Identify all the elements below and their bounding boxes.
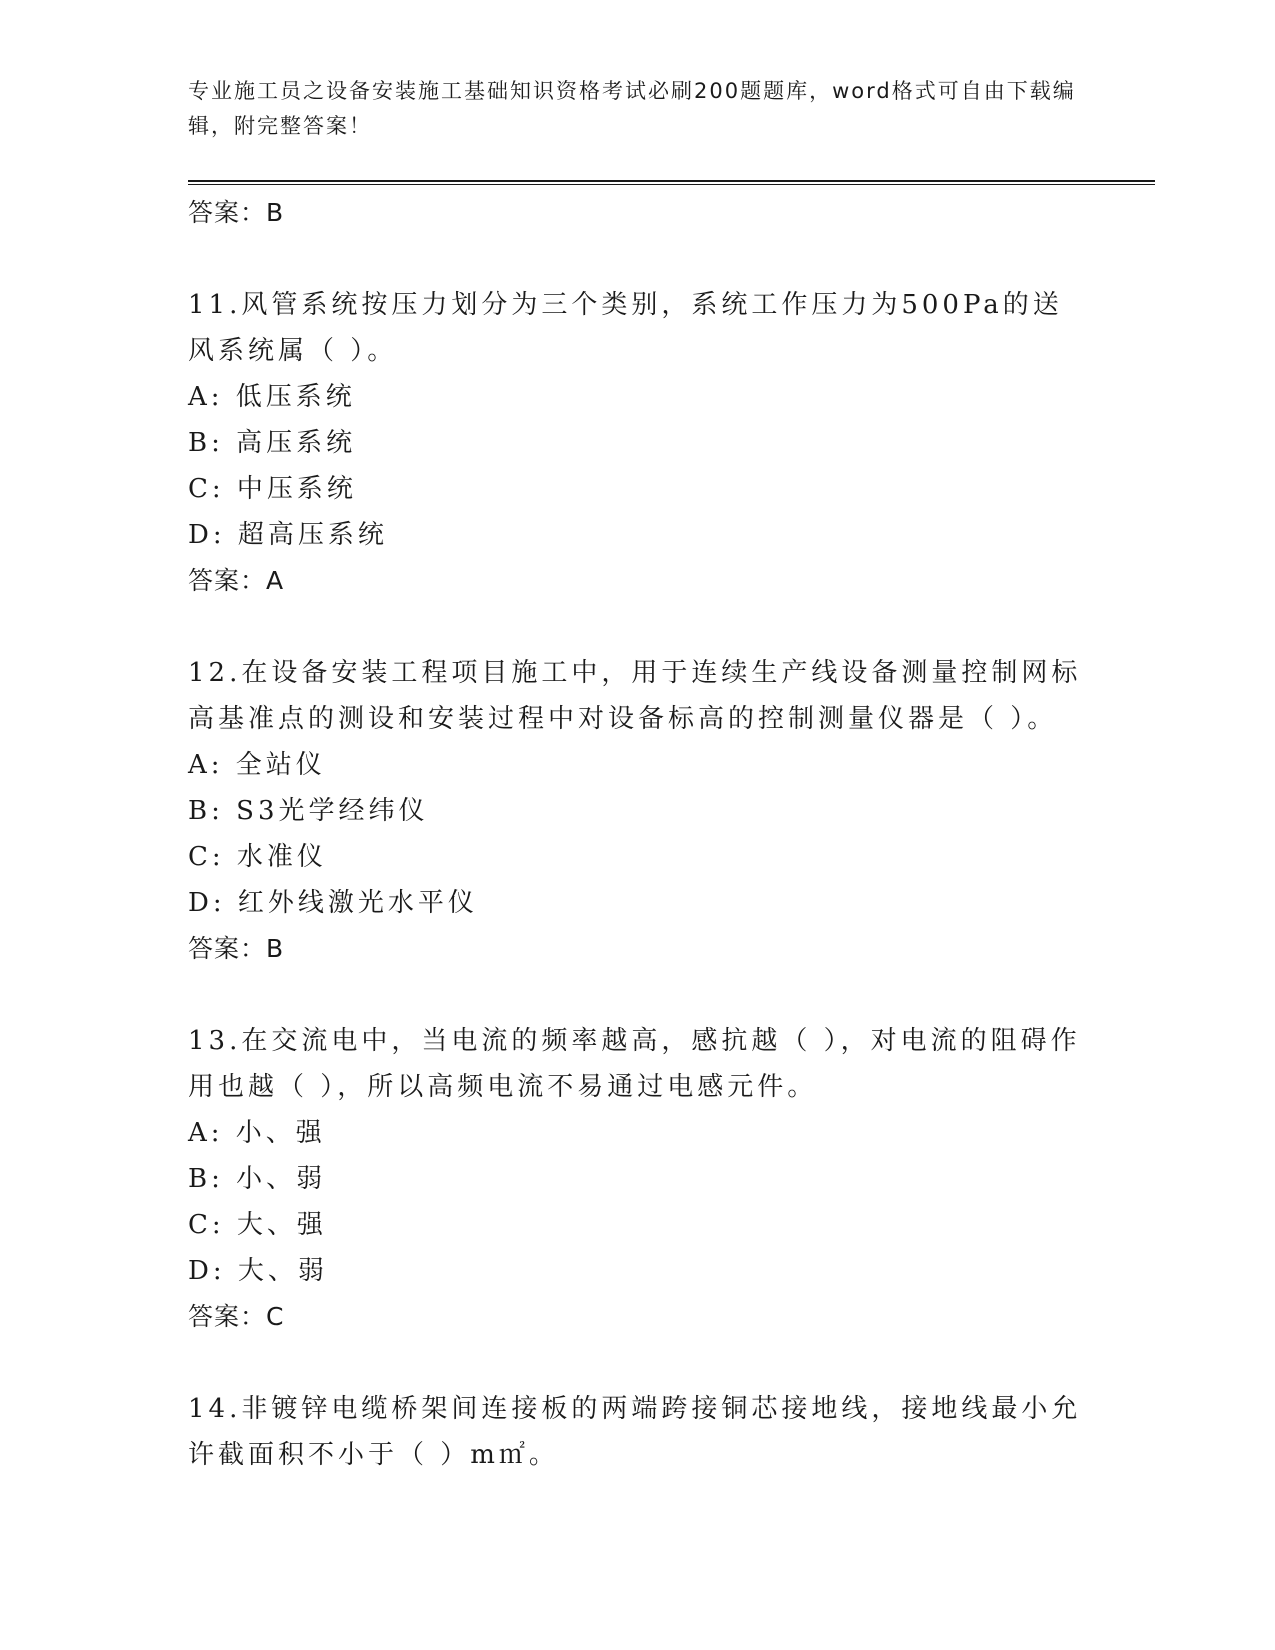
header-text: 专业施工员之设备安装施工基础知识资格考试必刷200题题库，word格式可自由下载编辑，附完整答案！ [188, 79, 1076, 138]
question-block-14 [188, 1386, 1088, 1478]
answer-line: 答案：B [188, 934, 285, 963]
question-block-13 [188, 1018, 1088, 1340]
option-d: D: 大、弱 [188, 1256, 328, 1286]
spacer [188, 604, 1088, 650]
answer-line: 答案：C [188, 1302, 285, 1331]
document-header [188, 74, 1088, 144]
question-text: 11.风管系统按压力划分为三个类别，系统工作压力为500Pa的送风系统属（ ）。 [188, 290, 1063, 366]
option-c: C: 水准仪 [188, 842, 327, 872]
option-d: D: 超高压系统 [188, 520, 388, 550]
spacer [188, 972, 1088, 1018]
question-list [188, 190, 1088, 1478]
question-text: 13.在交流电中，当电流的频率越高，感抗越（ ），对电流的阻碍作用也越（ ），所以高频电流不易通过电感元件。 [188, 1026, 1081, 1102]
question-block-11 [188, 282, 1088, 604]
option-a: A: 全站仪 [188, 750, 326, 780]
option-d: D: 红外线激光水平仪 [188, 888, 478, 918]
option-a: A: 低压系统 [188, 382, 356, 412]
answer-line: 答案：A [188, 566, 285, 595]
question-text: 12.在设备安装工程项目施工中，用于连续生产线设备测量控制网标高基准点的测设和安装过程中对设备标高的控制测量仪器是（ ）。 [188, 658, 1082, 734]
question-text: 14.非镀锌电缆桥架间连接板的两端跨接铜芯接地线，接地线最小允许截面积不小于（ ）m㎡。 [188, 1394, 1082, 1470]
header-divider-thick [188, 180, 1155, 182]
answer-line: 答案：B [188, 198, 285, 227]
spacer [188, 1340, 1088, 1386]
header-divider-thin [188, 184, 1155, 185]
question-block-12 [188, 650, 1088, 972]
option-c: C: 大、强 [188, 1210, 327, 1240]
option-b: B: S3光学经纬仪 [188, 796, 429, 826]
spacer [188, 236, 1088, 282]
option-b: B: 小、弱 [188, 1164, 327, 1194]
option-c: C: 中压系统 [188, 474, 357, 504]
option-a: A: 小、强 [188, 1118, 326, 1148]
option-b: B: 高压系统 [188, 428, 357, 458]
